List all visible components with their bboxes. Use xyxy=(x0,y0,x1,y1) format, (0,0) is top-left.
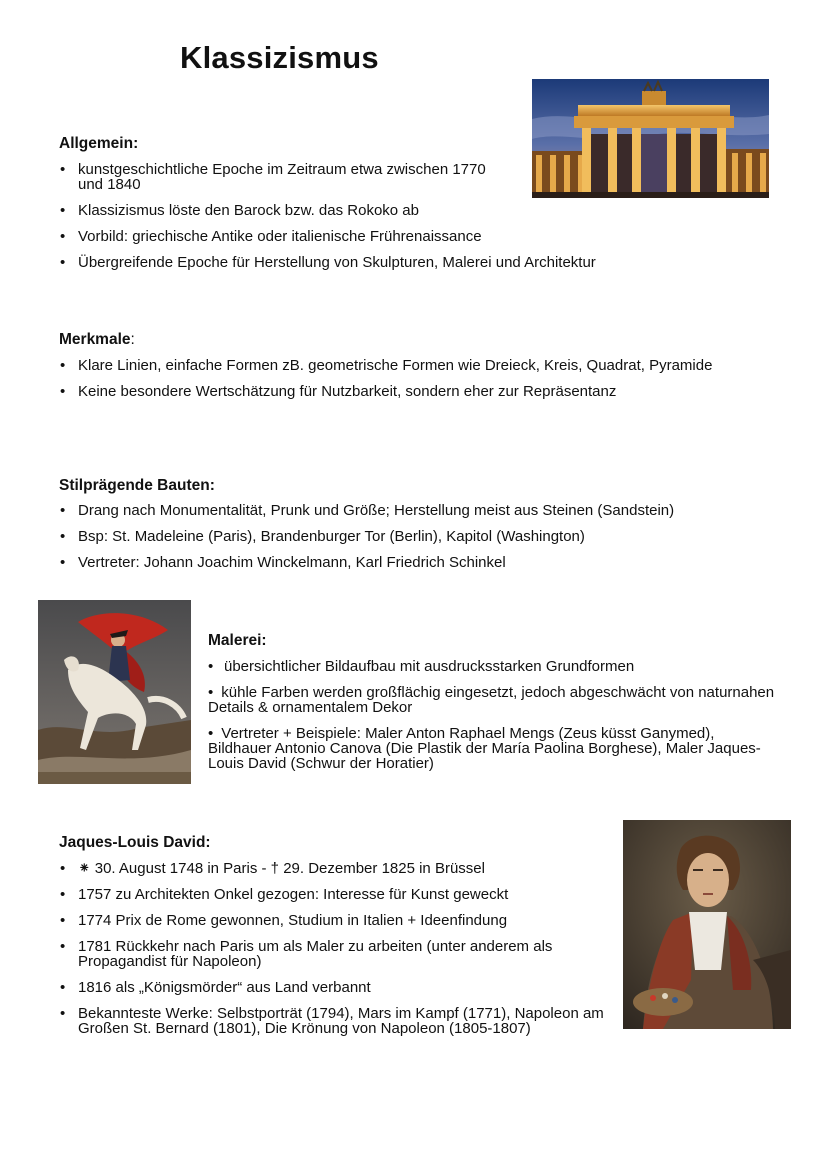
merkmale-heading-text: Merkmale xyxy=(59,331,131,348)
list-item: • Vertreter + Beispiele: Maler Anton Raphael Mengs (Zeus küsst Ganymed), Bildhauer Antonio Canova (Die Plastik der María Paolina Borghese), Maler Jaques-Louis David (Schwur der Horatier) xyxy=(208,726,778,771)
brandenburg-gate-image xyxy=(532,79,769,198)
bauten-heading: Stilprägende Bauten: xyxy=(59,477,215,494)
malerei-list-continued xyxy=(208,685,778,782)
allgemein-list-continued xyxy=(60,203,720,281)
list-item: • Klassizismus löste den Barock bzw. das Rokoko ab xyxy=(60,203,720,218)
list-item: • Vorbild: griechische Antike oder italienische Frührenaissance xyxy=(60,229,720,244)
list-item: • Bekannteste Werke: Selbstporträt (1794), Mars im Kampf (1771), Napoleon am Großen St. Bernard (1801), Die Krönung von Napoleon (1805-1807) xyxy=(60,1006,620,1036)
list-item: • Übergreifende Epoche für Herstellung von Skulpturen, Malerei und Architektur xyxy=(60,255,720,270)
napoleon-painting-image xyxy=(38,600,191,784)
page-title: Klassizismus xyxy=(180,40,379,75)
david-list xyxy=(60,861,620,1047)
list-item: • Bsp: St. Madeleine (Paris), Brandenburger Tor (Berlin), Kapitol (Washington) xyxy=(60,529,780,544)
david-heading: Jaques-Louis David: xyxy=(59,834,211,851)
list-item: • 1774 Prix de Rome gewonnen, Studium in Italien + Ideenfindung xyxy=(60,913,620,928)
list-item: • 1781 Rückkehr nach Paris um als Maler zu arbeiten (unter anderem als Propagandist für Napoleon) xyxy=(60,939,620,969)
merkmale-heading-colon: : xyxy=(130,331,135,348)
list-item: • 1816 als „Königsmörder“ aus Land verbannt xyxy=(60,980,620,995)
list-item: • Klare Linien, einfache Formen zB. geometrische Formen wie Dreieck, Kreis, Quadrat, Pyramide xyxy=(60,358,730,373)
list-item: • kunstgeschichtliche Epoche im Zeitraum etwa zwischen 1770 und 1840 xyxy=(60,162,500,192)
bauten-list xyxy=(60,503,780,581)
list-item: • übersichtlicher Bildaufbau mit ausdrucksstarken Grundformen xyxy=(208,659,783,674)
list-item: • kühle Farben werden großflächig eingesetzt, jedoch abgeschwächt von naturnahen Details & ornamentalem Dekor xyxy=(208,685,778,715)
list-item: • Vertreter: Johann Joachim Winckelmann, Karl Friedrich Schinkel xyxy=(60,555,780,570)
malerei-list xyxy=(208,659,783,685)
merkmale-list xyxy=(60,358,730,410)
list-item: • Drang nach Monumentalität, Prunk und Größe; Herstellung meist aus Steinen (Sandstein) xyxy=(60,503,780,518)
malerei-heading: Malerei: xyxy=(208,632,267,649)
list-item: • Keine besondere Wertschätzung für Nutzbarkeit, sondern eher zur Repräsentanz xyxy=(60,384,730,399)
david-portrait-image xyxy=(623,820,791,1029)
allgemein-heading: Allgemein: xyxy=(59,135,139,152)
allgemein-list xyxy=(60,162,500,203)
list-item: • 1757 zu Architekten Onkel gezogen: Interesse für Kunst geweckt xyxy=(60,887,620,902)
merkmale-heading xyxy=(59,331,135,349)
list-item: • ⁕ 30. August 1748 in Paris - † 29. Dezember 1825 in Brüssel xyxy=(60,861,620,876)
